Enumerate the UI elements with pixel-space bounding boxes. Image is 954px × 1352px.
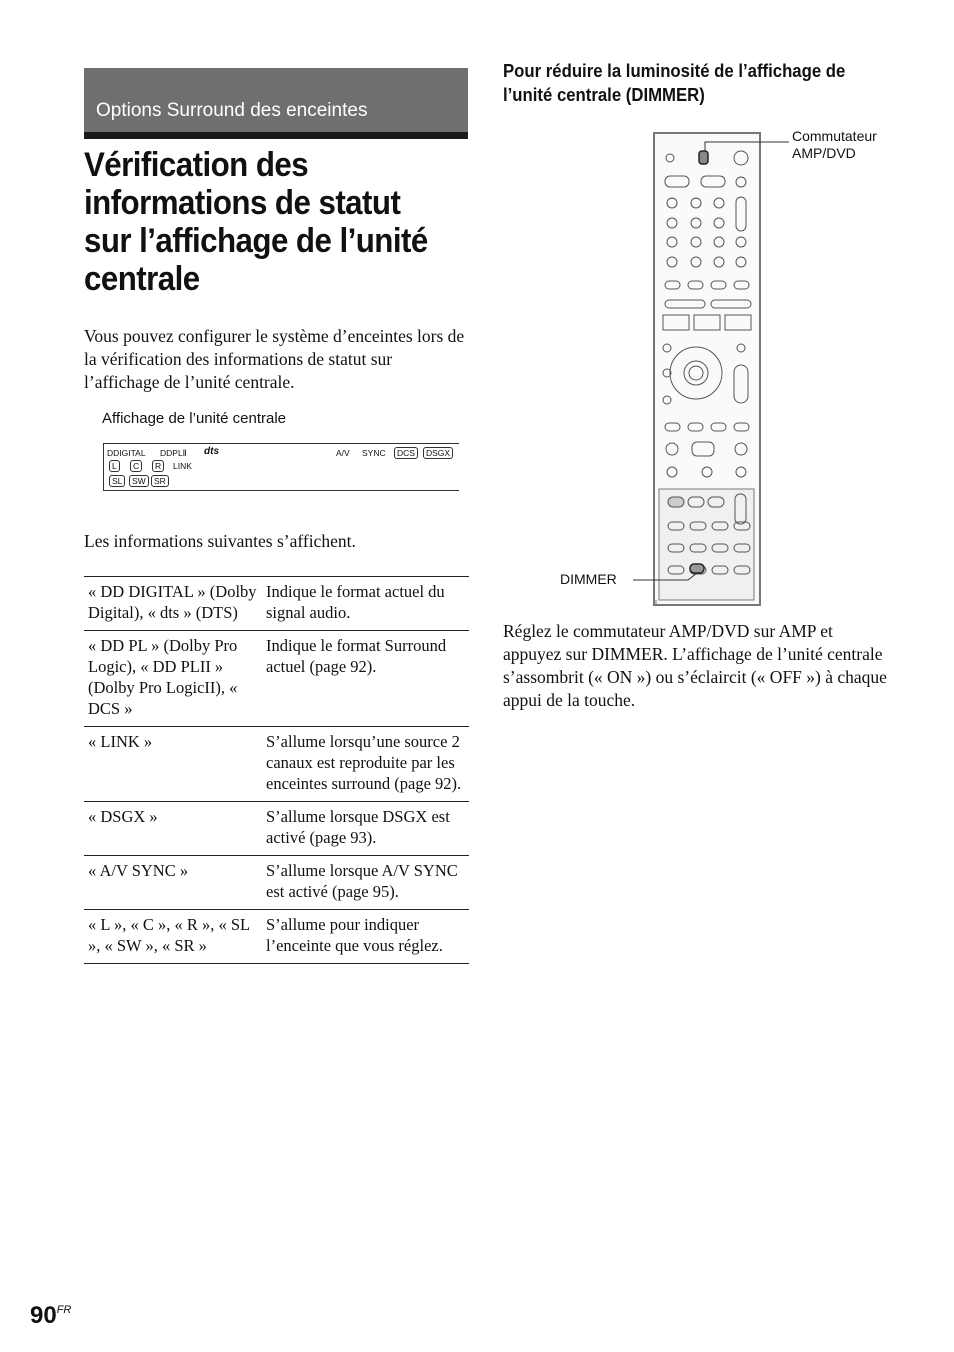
- table-desc: S’allume lorsque DSGX est activé (page 93).: [262, 802, 469, 856]
- remote-illustration: [555, 125, 895, 610]
- table-row: [84, 577, 469, 631]
- switch-callout-line1: Commutateur: [792, 128, 877, 144]
- display-sr: SR: [151, 475, 169, 487]
- display-c: C: [130, 460, 142, 472]
- page-number-value: 90: [30, 1302, 57, 1329]
- table-desc: S’allume lorsque A/V SYNC est activé (page 95).: [262, 856, 469, 910]
- display-dts: dts: [204, 446, 219, 457]
- display-sync: SYNC: [362, 448, 386, 458]
- intro-paragraph: Vous pouvez configurer le système d’enceintes lors de la vérification des informations de statut sur l’affichage de l’unité centrale.: [84, 326, 465, 392]
- table-item: « DD DIGITAL » (Dolby Digital), « dts » (DTS): [84, 577, 262, 631]
- table-desc: S’allume pour indiquer l’enceinte que vous réglez.: [262, 910, 469, 964]
- table-item: « DSGX »: [84, 802, 262, 856]
- table-row: [84, 631, 469, 727]
- section-title: Options Surround des enceintes: [96, 100, 368, 121]
- display-caption: Affichage de l’unité centrale: [102, 410, 287, 427]
- switch-callout-line2: AMP/DVD: [792, 145, 856, 161]
- table-item: « A/V SYNC »: [84, 856, 262, 910]
- display-dsgx: DSGX: [423, 447, 453, 459]
- table-desc: Indique le format actuel du signal audio.: [262, 577, 469, 631]
- display-av: A/V: [336, 448, 350, 458]
- front-panel-display: [103, 443, 459, 491]
- remote-control-icon: [654, 133, 760, 605]
- table-item: « LINK »: [84, 727, 262, 802]
- display-l: L: [109, 460, 120, 472]
- display-digital: DDIGITAL: [107, 448, 146, 458]
- page-title: Vérification des informations de statut sur l’affichage de l’unité centrale: [84, 146, 428, 298]
- dimmer-heading: Pour réduire la luminosité de l’affichage de l’unité centrale (DIMMER): [503, 61, 846, 105]
- page-number: [30, 1302, 71, 1330]
- page-number-suffix: FR: [56, 1304, 72, 1316]
- table-desc: Indique le format Surround actuel (page 92).: [262, 631, 469, 727]
- dimmer-instructions: Réglez le commutateur AMP/DVD sur AMP et appuyez sur DIMMER. L’affichage de l’unité centrale s’assombrit (« ON ») ou s’éclaircit (« OFF ») à chaque appui de la touche.: [503, 621, 887, 710]
- section-band: [84, 68, 468, 139]
- status-table: [84, 576, 469, 964]
- table-row: [84, 856, 469, 910]
- table-desc: S’allume lorsqu’une source 2 canaux est reproduite par les enceintes surround (page 92).: [262, 727, 469, 802]
- table-item: « L », « C », « R », « SL », « SW », « SR »: [84, 910, 262, 964]
- table-item: « DD PL » (Dolby Pro Logic), « DD PLII » (Dolby Pro LogicII), « DCS »: [84, 631, 262, 727]
- display-dcs: DCS: [394, 447, 418, 459]
- dimmer-callout-label: DIMMER: [560, 571, 617, 587]
- table-row: [84, 910, 469, 964]
- table-row: [84, 802, 469, 856]
- display-link: LINK: [173, 461, 192, 471]
- display-sw: SW: [129, 475, 149, 487]
- table-row: [84, 727, 469, 802]
- display-r: R: [152, 460, 164, 472]
- switch-callout-label: [792, 128, 881, 161]
- display-pl2: DDPLⅡ: [160, 448, 187, 458]
- following-text: Les informations suivantes s’affichent.: [84, 531, 356, 551]
- display-sl: SL: [109, 475, 125, 487]
